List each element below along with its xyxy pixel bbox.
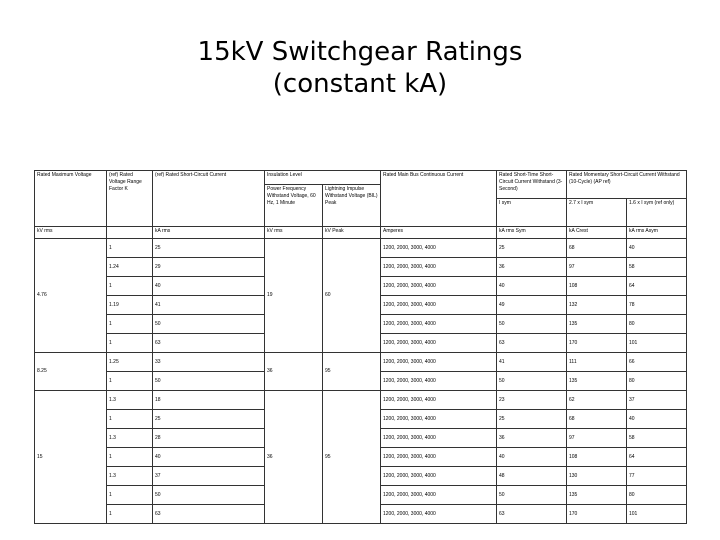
table-cell: 108 — [567, 448, 627, 467]
table-cell: 77 — [627, 467, 687, 486]
table-cell: 33 — [153, 353, 265, 372]
table-cell: 101 — [627, 505, 687, 524]
table-cell: 1.3 — [107, 429, 153, 448]
unit-cell: Amperes — [381, 227, 497, 239]
table-cell: 135 — [567, 372, 627, 391]
unit-cell: kA rms Asym — [627, 227, 687, 239]
unit-cell: kV rms — [265, 227, 323, 239]
table-cell: 1200, 2000, 3000, 4000 — [381, 448, 497, 467]
table-cell: 130 — [567, 467, 627, 486]
table-cell: 1 — [107, 372, 153, 391]
unit-cell: kV Peak — [323, 227, 381, 239]
table-cell: 1200, 2000, 3000, 4000 — [381, 315, 497, 334]
table-cell: 1 — [107, 410, 153, 429]
table-cell: 1 — [107, 277, 153, 296]
unit-cell: kA rms Sym — [497, 227, 567, 239]
table-cell: 63 — [153, 334, 265, 353]
table-cell: 25 — [497, 239, 567, 258]
table-cell: 135 — [567, 315, 627, 334]
table-cell: 135 — [567, 486, 627, 505]
table-cell: 1.3 — [107, 391, 153, 410]
table-cell: 1200, 2000, 3000, 4000 — [381, 334, 497, 353]
table-cell: 18 — [153, 391, 265, 410]
table-cell: 36 — [265, 353, 323, 391]
table-cell: 25 — [497, 410, 567, 429]
table-cell: 40 — [627, 239, 687, 258]
table-cell: 19 — [265, 239, 323, 353]
table-cell: 1200, 2000, 3000, 4000 — [381, 410, 497, 429]
table-cell: 170 — [567, 505, 627, 524]
unit-cell: kA Crest — [567, 227, 627, 239]
table-cell: 1 — [107, 448, 153, 467]
table-cell: 1200, 2000, 3000, 4000 — [381, 296, 497, 315]
table-cell: 1.3 — [107, 467, 153, 486]
table-cell: 68 — [567, 239, 627, 258]
table-cell: 15 — [35, 391, 107, 524]
table-cell: 170 — [567, 334, 627, 353]
table-body — [35, 239, 687, 524]
table-cell: 1200, 2000, 3000, 4000 — [381, 239, 497, 258]
table-cell: 80 — [627, 315, 687, 334]
unit-cell: kV rms — [35, 227, 107, 239]
table-cell: 58 — [627, 258, 687, 277]
table-cell: 40 — [153, 448, 265, 467]
header-i-asym: 1.6 x I sym (ref only) — [627, 199, 687, 227]
table-cell: 58 — [627, 429, 687, 448]
table-cell: 1.19 — [107, 296, 153, 315]
table-cell: 1200, 2000, 3000, 4000 — [381, 353, 497, 372]
table-cell: 1200, 2000, 3000, 4000 — [381, 505, 497, 524]
title-line-2: (constant kA) — [272, 69, 448, 99]
table-cell: 63 — [153, 505, 265, 524]
table-cell: 40 — [627, 410, 687, 429]
table-cell: 50 — [153, 372, 265, 391]
header-short-time-current: Rated Short-Time Short-Circuit Current Withstand (3-Second) — [497, 171, 567, 199]
table-cell: 1 — [107, 486, 153, 505]
table-cell: 108 — [567, 277, 627, 296]
header-short-circuit-current: (ref) Rated Short-Circuit Current — [153, 171, 265, 227]
ratings-table — [34, 170, 687, 524]
table-cell: 63 — [497, 505, 567, 524]
table-cell: 36 — [265, 391, 323, 524]
table-cell: 1.24 — [107, 258, 153, 277]
table-cell: 48 — [497, 467, 567, 486]
table-cell: 1 — [107, 239, 153, 258]
header-momentary-current: Rated Momentary Short-Circuit Current Withstand (10-Cycle) (AP ref) — [567, 171, 687, 199]
table-cell: 80 — [627, 486, 687, 505]
header-insulation-level: Insulation Level — [265, 171, 381, 185]
table-cell: 50 — [497, 372, 567, 391]
table-cell: 1 — [107, 505, 153, 524]
table-cell: 25 — [153, 239, 265, 258]
table-cell: 97 — [567, 258, 627, 277]
table-cell: 41 — [153, 296, 265, 315]
header-i-sym: I sym — [497, 199, 567, 227]
table-cell: 60 — [323, 239, 381, 353]
table-cell: 64 — [627, 448, 687, 467]
table-cell: 95 — [323, 353, 381, 391]
table-cell: 1 — [107, 334, 153, 353]
table-cell: 64 — [627, 277, 687, 296]
table-cell: 8.25 — [35, 353, 107, 391]
table-cell: 68 — [567, 410, 627, 429]
table-cell: 4.76 — [35, 239, 107, 353]
table-cell: 101 — [627, 334, 687, 353]
header-range-factor: (ref) Rated Voltage Range Factor K — [107, 171, 153, 227]
table-cell: 80 — [627, 372, 687, 391]
table-cell: 1.25 — [107, 353, 153, 372]
table-cell: 63 — [497, 334, 567, 353]
header-rated-max-voltage: Rated Maximum Voltage — [35, 171, 107, 227]
table-cell: 25 — [153, 410, 265, 429]
table-cell: 78 — [627, 296, 687, 315]
table-cell: 1200, 2000, 3000, 4000 — [381, 391, 497, 410]
table-cell: 41 — [497, 353, 567, 372]
table-cell: 95 — [323, 391, 381, 524]
table-cell: 66 — [627, 353, 687, 372]
table-cell: 111 — [567, 353, 627, 372]
table-cell: 36 — [497, 258, 567, 277]
unit-cell — [107, 227, 153, 239]
table-row — [35, 239, 687, 258]
table-cell: 1200, 2000, 3000, 4000 — [381, 467, 497, 486]
table-cell: 37 — [153, 467, 265, 486]
table-cell: 1 — [107, 315, 153, 334]
slide-title — [0, 36, 720, 100]
header-lightning-impulse: Lightning Impulse Withstand Voltage (BIL) Peak — [323, 185, 381, 227]
table-cell: 1200, 2000, 3000, 4000 — [381, 258, 497, 277]
table-cell: 97 — [567, 429, 627, 448]
table-cell: 37 — [627, 391, 687, 410]
table-cell: 23 — [497, 391, 567, 410]
table-cell: 49 — [497, 296, 567, 315]
header-power-freq-withstand: Power Frequency Withstand Voltage, 60 Hz, 1 Minute — [265, 185, 323, 227]
table-cell: 40 — [497, 277, 567, 296]
table-cell: 132 — [567, 296, 627, 315]
header-continuous-current: Rated Main Bus Continuous Current — [381, 171, 497, 227]
table-cell: 28 — [153, 429, 265, 448]
table-cell: 50 — [497, 486, 567, 505]
table-cell: 50 — [153, 486, 265, 505]
table-cell: 40 — [153, 277, 265, 296]
table-cell: 62 — [567, 391, 627, 410]
table-cell: 1200, 2000, 3000, 4000 — [381, 277, 497, 296]
table-cell: 1200, 2000, 3000, 4000 — [381, 486, 497, 505]
table-cell: 36 — [497, 429, 567, 448]
table-cell: 40 — [497, 448, 567, 467]
table-cell: 50 — [497, 315, 567, 334]
header-i-peak-asym: 2.7 x I sym — [567, 199, 627, 227]
table-cell: 1200, 2000, 3000, 4000 — [381, 429, 497, 448]
table-cell: 29 — [153, 258, 265, 277]
title-line-1: 15kV Switchgear Ratings — [197, 37, 523, 67]
table-cell: 1200, 2000, 3000, 4000 — [381, 372, 497, 391]
table-row — [35, 353, 687, 372]
table-row — [35, 391, 687, 410]
table-cell: 50 — [153, 315, 265, 334]
unit-cell: kA rms — [153, 227, 265, 239]
